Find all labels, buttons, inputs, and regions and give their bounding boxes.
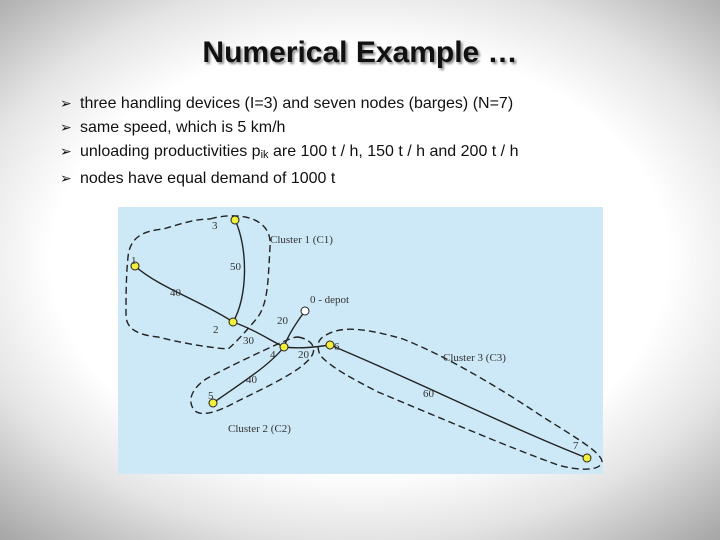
edge-weight-label: 40 xyxy=(170,287,181,299)
node-3-marker xyxy=(231,216,239,224)
node-3-label: 3 xyxy=(212,220,218,232)
arrow-bullet-icon: ➢ xyxy=(60,144,72,160)
node-2-label: 2 xyxy=(213,324,219,336)
bullet-subscript: ik xyxy=(260,149,269,161)
node-1-label: 1 xyxy=(131,255,137,267)
node-7-label: 7 xyxy=(573,440,579,452)
node-6-marker xyxy=(326,341,334,349)
bullet-item xyxy=(60,92,700,116)
cluster-2-label: Cluster 2 (C2) xyxy=(228,423,291,435)
bullet-text: same speed, which is 5 km/h xyxy=(80,119,286,136)
cluster-1-label: Cluster 1 (C1) xyxy=(270,234,333,246)
node-4-label: 4 xyxy=(270,349,276,361)
cluster-3-boundary xyxy=(318,329,602,469)
node-6-label: 6 xyxy=(334,341,340,353)
node-7-marker xyxy=(583,454,591,462)
depot-marker xyxy=(301,307,309,315)
cluster-diagram-svg xyxy=(118,207,603,474)
cluster-3-label: Cluster 3 (C3) xyxy=(443,352,506,364)
node-5-label: 5 xyxy=(208,390,214,402)
edge-weight-label: 60 xyxy=(423,388,434,400)
bullet-list xyxy=(60,92,700,191)
bullet-item xyxy=(60,116,700,140)
bullet-text: three handling devices (I=3) and seven nodes (barges) (N=7) xyxy=(80,95,514,112)
edge-weight-label: 20 xyxy=(298,349,309,361)
cluster-diagram xyxy=(118,207,603,474)
edge-weight-label: 40 xyxy=(246,374,257,386)
arrow-bullet-icon: ➢ xyxy=(60,96,72,112)
bullet-text-continued: are 100 t / h, 150 t / h and 200 t / h xyxy=(268,143,519,160)
route-4-to-6 xyxy=(284,345,330,348)
bullet-item xyxy=(60,167,700,191)
edge-weight-label: 50 xyxy=(230,261,241,273)
node-4-marker xyxy=(280,343,288,351)
edge-weight-label: 30 xyxy=(243,335,254,347)
edge-weight-label: 20 xyxy=(277,315,288,327)
route-1-to-2 xyxy=(135,266,233,322)
slide-title: Numerical Example … xyxy=(202,36,518,69)
bullet-item xyxy=(60,140,700,167)
bullet-text: nodes have equal demand of 1000 t xyxy=(80,170,336,187)
arrow-bullet-icon: ➢ xyxy=(60,120,72,136)
bullet-text: unloading productivities p xyxy=(80,143,261,160)
node-2-marker xyxy=(229,318,237,326)
arrow-bullet-icon: ➢ xyxy=(60,171,72,187)
depot-label: 0 - depot xyxy=(310,294,350,306)
